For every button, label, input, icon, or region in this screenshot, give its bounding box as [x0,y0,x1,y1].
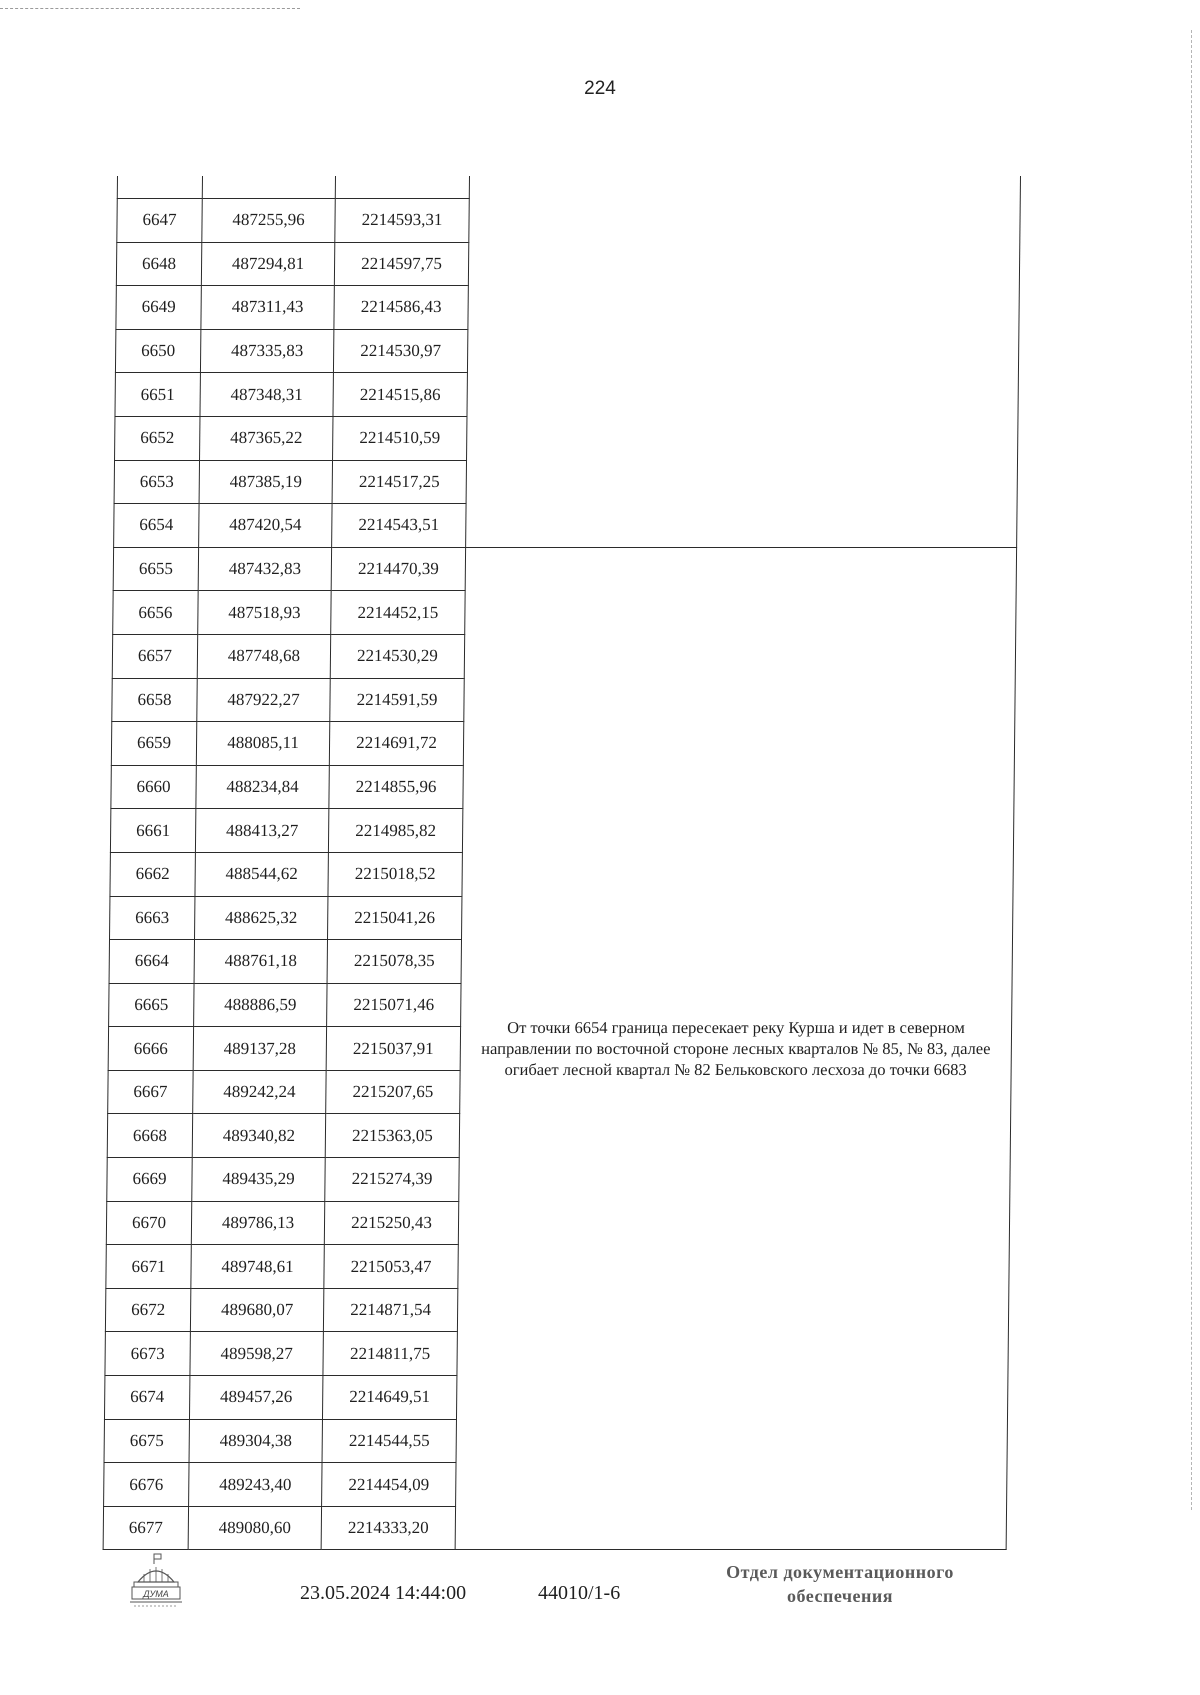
x-coordinate-cell: 487922,27 [197,678,330,722]
point-number-cell: 6673 [105,1332,190,1376]
x-coordinate-cell: 489243,40 [189,1463,322,1507]
table-cell [202,176,335,199]
footer-document-code: 44010/1-6 [538,1582,621,1604]
y-coordinate-cell: 2215207,65 [326,1070,460,1114]
x-coordinate-cell: 489435,29 [192,1158,325,1202]
point-number-cell: 6668 [107,1114,192,1158]
y-coordinate-cell: 2214591,59 [330,678,464,722]
point-number-cell: 6655 [113,547,198,591]
point-number-cell: 6662 [110,852,195,896]
y-coordinate-cell: 2215037,91 [326,1027,460,1071]
x-coordinate-cell: 487432,83 [198,547,331,591]
y-coordinate-cell: 2214855,96 [329,765,463,809]
point-number-cell: 6676 [104,1463,189,1507]
y-coordinate-cell: 2214333,20 [321,1506,455,1550]
department-stamp-line2: обеспечения [787,1586,893,1606]
y-coordinate-cell: 2214597,75 [334,242,468,286]
y-coordinate-cell: 2215274,39 [325,1158,459,1202]
point-number-cell: 6654 [114,504,199,548]
point-number-cell: 6659 [111,722,196,766]
point-number-cell: 6664 [109,940,194,984]
point-number-cell: 6670 [106,1201,191,1245]
x-coordinate-cell: 489598,27 [190,1332,323,1376]
point-number-cell: 6653 [114,460,199,504]
y-coordinate-cell: 2214454,09 [322,1463,456,1507]
y-coordinate-cell: 2215018,52 [328,852,462,896]
logo-wordmark: ДУМА [143,1589,169,1599]
point-number-cell: 6660 [111,765,196,809]
y-coordinate-cell: 2215250,43 [324,1201,458,1245]
x-coordinate-cell: 487420,54 [199,504,332,548]
x-coordinate-cell: 488886,59 [194,983,327,1027]
y-coordinate-cell: 2214510,59 [333,416,467,460]
x-coordinate-cell: 488544,62 [195,852,328,896]
x-coordinate-cell: 488234,84 [196,765,329,809]
y-coordinate-cell: 2215078,35 [327,940,461,984]
point-number-cell: 6656 [113,591,198,635]
point-number-cell: 6669 [107,1158,192,1202]
y-coordinate-cell: 2214691,72 [329,722,463,766]
point-number-cell: 6650 [115,329,200,373]
x-coordinate-cell: 487311,43 [201,286,334,330]
x-coordinate-cell: 489748,61 [191,1245,324,1289]
table-row [113,547,1016,591]
y-coordinate-cell: 2215363,05 [325,1114,459,1158]
point-number-cell: 6648 [116,242,201,286]
point-number-cell: 6667 [108,1070,193,1114]
x-coordinate-cell: 489786,13 [191,1201,324,1245]
x-coordinate-cell: 487348,31 [200,373,333,417]
y-coordinate-cell: 2214649,51 [322,1376,456,1420]
x-coordinate-cell: 487255,96 [202,199,335,243]
page-number: 224 [584,78,616,99]
point-number-cell: 6666 [108,1027,193,1071]
y-coordinate-cell: 2214586,43 [334,286,468,330]
x-coordinate-cell: 489080,60 [188,1506,321,1550]
x-coordinate-cell: 487518,93 [198,591,331,635]
x-coordinate-cell: 489457,26 [189,1376,322,1420]
point-number-cell: 6671 [106,1245,191,1289]
point-number-cell: 6677 [103,1506,188,1550]
y-coordinate-cell: 2214811,75 [323,1332,457,1376]
table-cell [117,176,202,199]
table-cell [335,176,469,199]
x-coordinate-cell: 488413,27 [195,809,328,853]
y-coordinate-cell: 2214515,86 [333,373,467,417]
footer-timestamp: 23.05.2024 14:44:00 [300,1582,467,1604]
point-number-cell: 6652 [115,416,200,460]
point-number-cell: 6647 [117,199,202,243]
y-coordinate-cell: 2215053,47 [324,1245,458,1289]
scan-edge-artifact [0,8,300,9]
x-coordinate-cell: 487335,83 [200,329,333,373]
y-coordinate-cell: 2214452,15 [331,591,465,635]
y-coordinate-cell: 2214543,51 [332,504,466,548]
x-coordinate-cell: 487294,81 [201,242,334,286]
y-coordinate-cell: 2214530,97 [333,329,467,373]
point-number-cell: 6651 [115,373,200,417]
y-coordinate-cell: 2214470,39 [331,547,465,591]
department-stamp [690,1560,990,1608]
x-coordinate-cell: 487748,68 [197,634,330,678]
y-coordinate-cell: 2214517,25 [332,460,466,504]
scan-edge-artifact [1191,30,1192,1510]
point-number-cell: 6657 [112,634,197,678]
y-coordinate-cell: 2214871,54 [323,1288,457,1332]
point-number-cell: 6661 [110,809,195,853]
y-coordinate-cell: 2215041,26 [328,896,462,940]
coordinates-table [103,176,1021,1550]
x-coordinate-cell: 488761,18 [194,940,327,984]
x-coordinate-cell: 489242,24 [193,1070,326,1114]
x-coordinate-cell: 487365,22 [200,416,333,460]
boundary-description-cell: От точки 6654 граница пересекает реку Курша и идет в северном направлении по восточной стороне лесных кварталов № 85, № 83, далее огибает лесной квартал № 82 Бельковского лесхоза до точки 6683 [455,547,1017,1550]
duma-emblem-logo [124,1552,188,1616]
point-number-cell: 6675 [104,1419,189,1463]
x-coordinate-cell: 488085,11 [196,722,329,766]
y-coordinate-cell: 2214544,55 [322,1419,456,1463]
point-number-cell: 6658 [112,678,197,722]
description-cell-upper [466,176,1021,547]
x-coordinate-cell: 489304,38 [189,1419,322,1463]
point-number-cell: 6665 [109,983,194,1027]
x-coordinate-cell: 489680,07 [190,1288,323,1332]
department-stamp-line1: Отдел документационного [726,1562,954,1582]
x-coordinate-cell: 488625,32 [195,896,328,940]
point-number-cell: 6672 [105,1288,190,1332]
point-number-cell: 6674 [104,1376,189,1420]
y-coordinate-cell: 2214530,29 [330,634,464,678]
x-coordinate-cell: 487385,19 [199,460,332,504]
point-number-cell: 6649 [116,286,201,330]
y-coordinate-cell: 2214593,31 [335,199,469,243]
y-coordinate-cell: 2214985,82 [328,809,462,853]
x-coordinate-cell: 489137,28 [193,1027,326,1071]
y-coordinate-cell: 2215071,46 [327,983,461,1027]
table-continuation-row [117,176,1020,199]
x-coordinate-cell: 489340,82 [192,1114,325,1158]
point-number-cell: 6663 [110,896,195,940]
